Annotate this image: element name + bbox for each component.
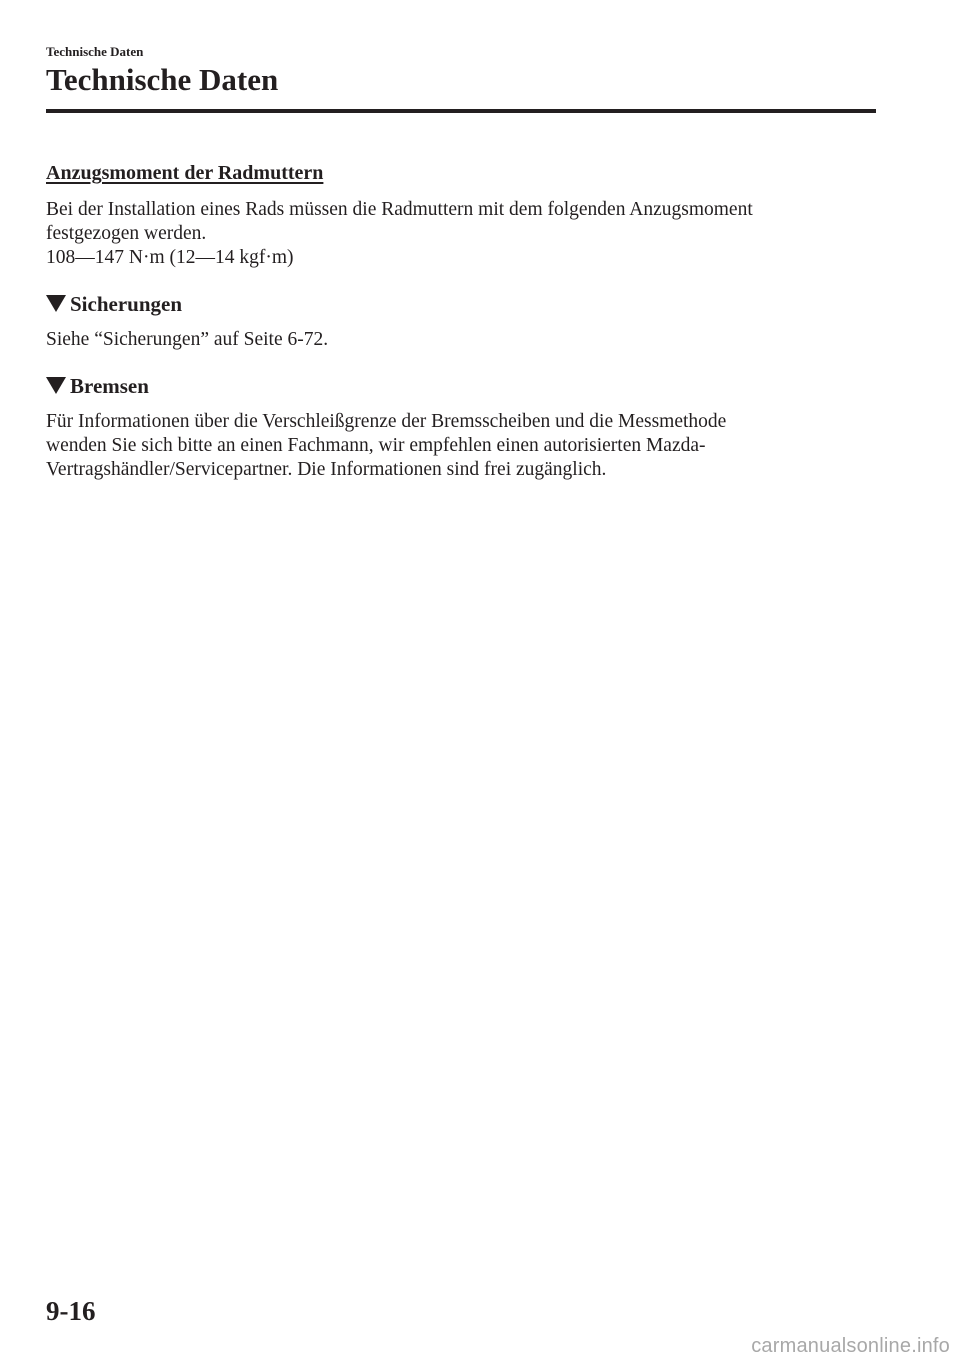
brakes-heading [46,372,876,400]
triangle-down-icon [46,295,66,312]
brakes-text-line-2: wenden Sie sich bitte an einen Fachmann, wir empfehlen einen autorisierten Mazda- [46,435,706,456]
running-head: Technische Daten [46,44,144,59]
torque-heading: Anzugsmoment der Radmuttern [46,162,324,184]
chapter-title: Technische Daten [46,62,279,97]
fuses-heading [46,290,876,318]
brakes-section [46,372,876,482]
brakes-heading-label: Bremsen [70,374,149,398]
torque-text-line-2: festgezogen werden. [46,223,207,244]
brakes-text-line-1: Für Informationen über die Verschleißgrenze der Bremsscheiben und die Messmethode [46,411,727,432]
fuses-section [46,290,876,352]
brakes-text-line-3: Vertragshändler/Servicepartner. Die Informationen sind frei zugänglich. [46,459,607,480]
fuses-heading-label: Sicherungen [70,292,183,316]
fuses-text: Siehe “Sicherungen” auf Seite 6-72. [46,329,329,350]
torque-section [46,160,876,270]
page-number: 9-16 [46,1296,96,1326]
watermark-text: carmanualsonline.info [751,1335,950,1357]
triangle-down-icon [46,377,66,394]
torque-text-line-1: Bei der Installation eines Rads müssen die Radmuttern mit dem folgenden Anzugsmoment [46,199,753,220]
page-content [46,160,876,482]
torque-value: 108—147 N·m (12—14 kgf·m) [46,247,294,268]
title-rule [46,109,876,113]
